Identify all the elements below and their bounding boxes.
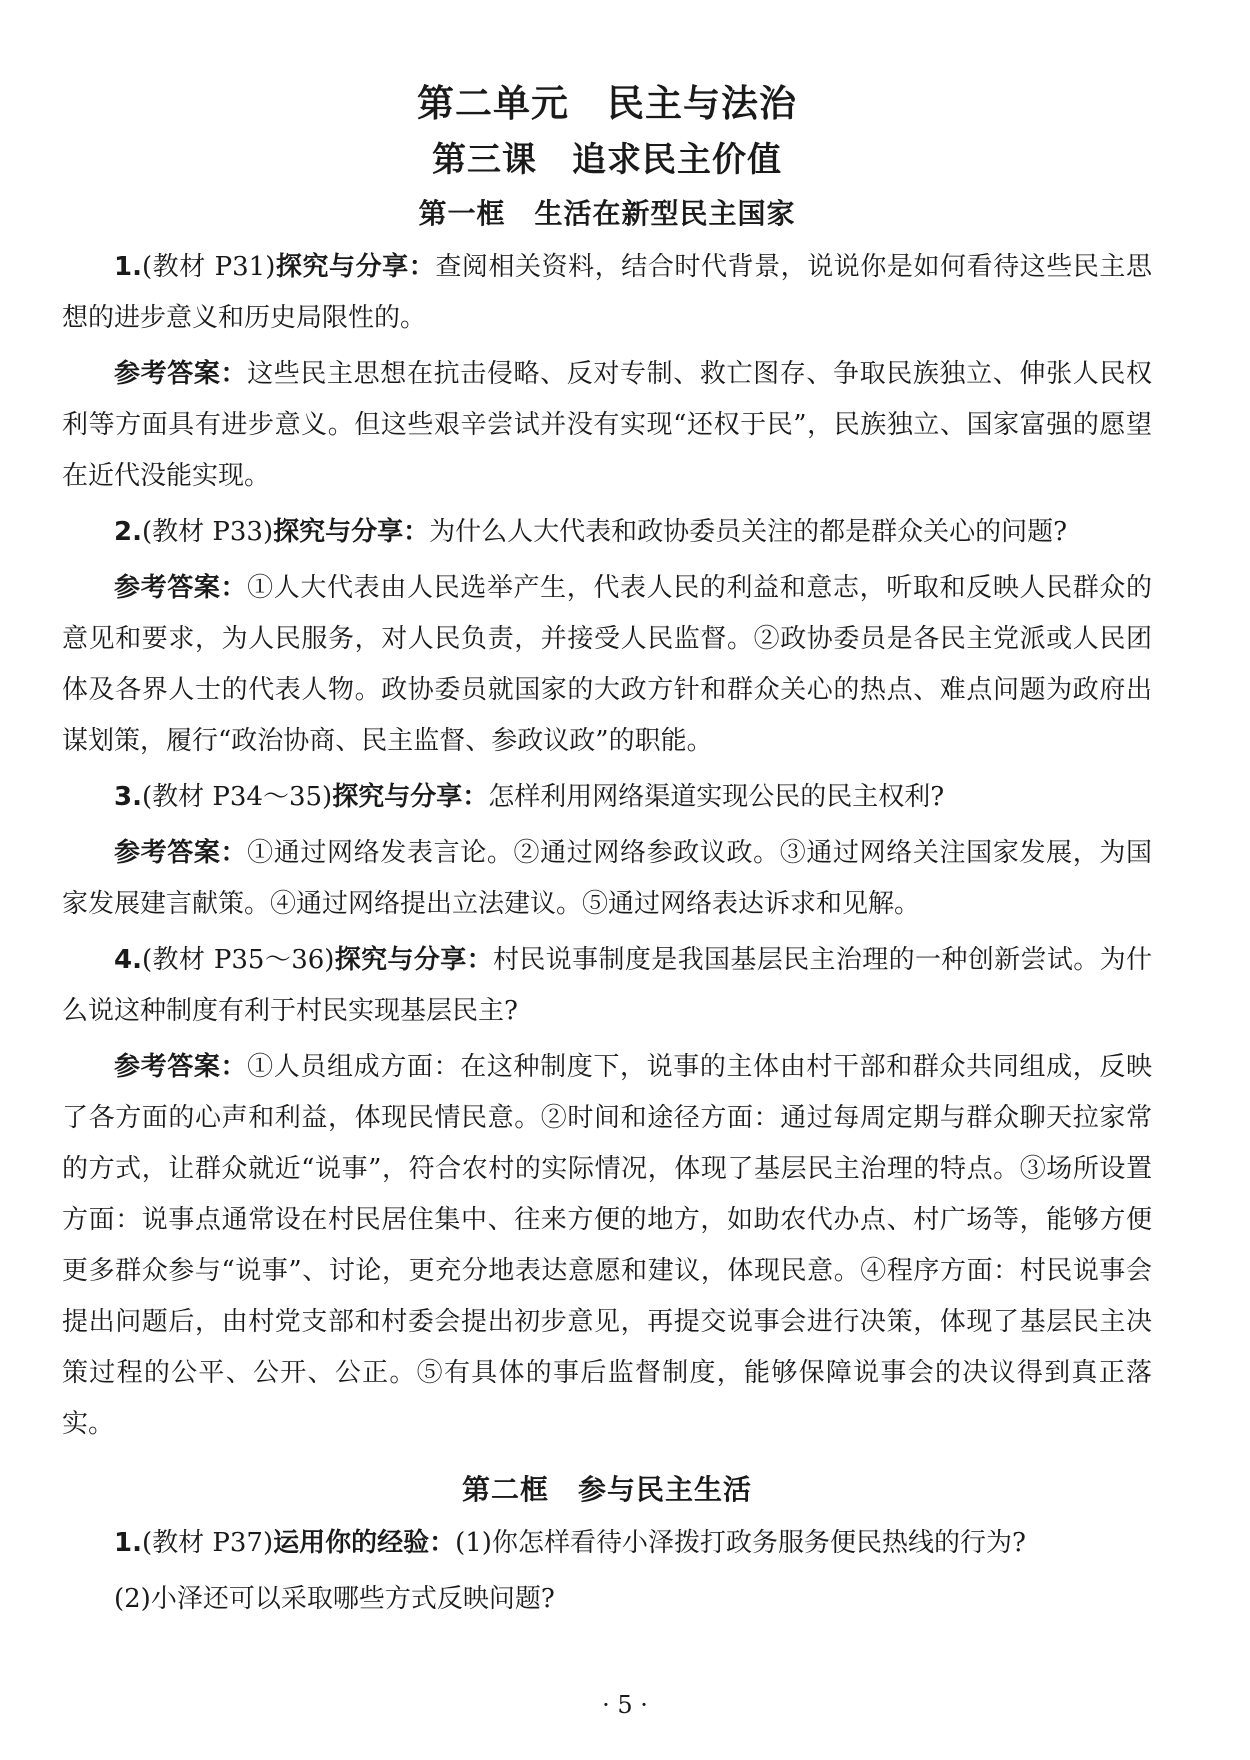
question-text: 村民说事制度是我国基层民主治理的一种创新尝试。为什么说这种制度有利于村民实现基层民主? [62,945,1152,1026]
textbook-source: (教材 P34～35) [141,782,333,812]
page-content [62,80,1152,1630]
question-tag: 运用你的经验： [273,1528,456,1558]
frame1-title: 第一框 生活在新型民主国家 [418,197,796,230]
frame2-sub-question: (2)小泽还可以采取哪些方式反映问题? [114,1584,555,1614]
answer-text: ①人大代表由人民选举产生，代表人民的利益和意志，听取和反映人民群众的意见和要求，为人民服务，对人民负责，并接受人民监督。②政协委员是各民主党派或人民团体及各界人士的代表人物。政协委员就国家的大政方针和群众关心的热点、难点问题为政府出谋划策，履行“政治协商、民主监督、参政议政”的职能。 [62,573,1152,756]
question-number: 1. [114,1528,142,1558]
answer-2 [62,563,1152,767]
answer-3 [62,828,1152,930]
question-text: (1)你怎样看待小泽拨打政务服务便民热线的行为? [455,1528,1026,1558]
answer-label: 参考答案： [114,1052,248,1082]
unit-title: 第二单元 民主与法治 [417,82,797,125]
question-4 [62,935,1152,1037]
textbook-source: (教材 P33) [141,517,274,547]
answer-label: 参考答案： [114,359,248,389]
question-number: 4. [114,945,142,975]
question-3 [62,772,1152,823]
question-tag: 探究与分享： [275,252,436,282]
question-number: 2. [114,517,142,547]
lesson-title: 第三课 追求民主价值 [432,140,782,180]
textbook-source: (教材 P35～36) [141,945,335,975]
page-number: · 5 · [602,1691,648,1719]
answer-1 [62,349,1152,502]
textbook-source: (教材 P31) [141,252,276,282]
answer-label: 参考答案： [114,838,248,868]
answer-text: ①通过网络发表言论。②通过网络参政议政。③通过网络关注国家发展，为国家发展建言献策。④通过网络提出立法建议。⑤通过网络表达诉求和见解。 [62,838,1152,919]
question-number: 3. [114,782,142,812]
frame2-title: 第二框 参与民主生活 [461,1473,752,1506]
question-number: 1. [114,252,142,282]
question-text: 为什么人大代表和政协委员关注的都是群众关心的问题? [429,517,1068,547]
question-tag: 探究与分享： [332,782,489,812]
question-tag: 探究与分享： [273,517,430,547]
answer-4 [62,1042,1152,1450]
answer-text: 这些民主思想在抗击侵略、反对专制、救亡图存、争取民族独立、伸张人民权利等方面具有进步意义。但这些艰辛尝试并没有实现“还权于民”，民族独立、国家富强的愿望在近代没能实现。 [62,359,1152,491]
question-tag: 探究与分享： [334,945,494,975]
question-2 [62,507,1152,558]
textbook-source: (教材 P37) [141,1528,274,1558]
question-1 [62,242,1152,344]
question-text: 查阅相关资料，结合时代背景，说说你是如何看待这些民主思想的进步意义和历史局限性的。 [62,252,1152,333]
answer-text: ①人员组成方面：在这种制度下，说事的主体由村干部和群众共同组成，反映了各方面的心声和利益，体现民情民意。②时间和途径方面：通过每周定期与群众聊天拉家常的方式，让群众就近“说事”，符合农村的实际情况，体现了基层民主治理的特点。③场所设置方面：说事点通常设在村民居住集中、往来方便的地方，如助农代办点、村广场等，能够方便更多群众参与“说事”、讨论，更充分地表达意愿和建议，体现民意。④程序方面：村民说事会提出问题后，由村党支部和村委会提出初步意见，再提交说事会进行决策，体现了基层民主决策过程的公平、公开、公正。⑤有具体的事后监督制度，能够保障说事会的决议得到真正落实。 [62,1052,1152,1439]
question-text: 怎样利用网络渠道实现公民的民主权利? [488,782,945,812]
answer-label: 参考答案： [114,573,248,603]
frame2-question-1 [62,1518,1152,1569]
